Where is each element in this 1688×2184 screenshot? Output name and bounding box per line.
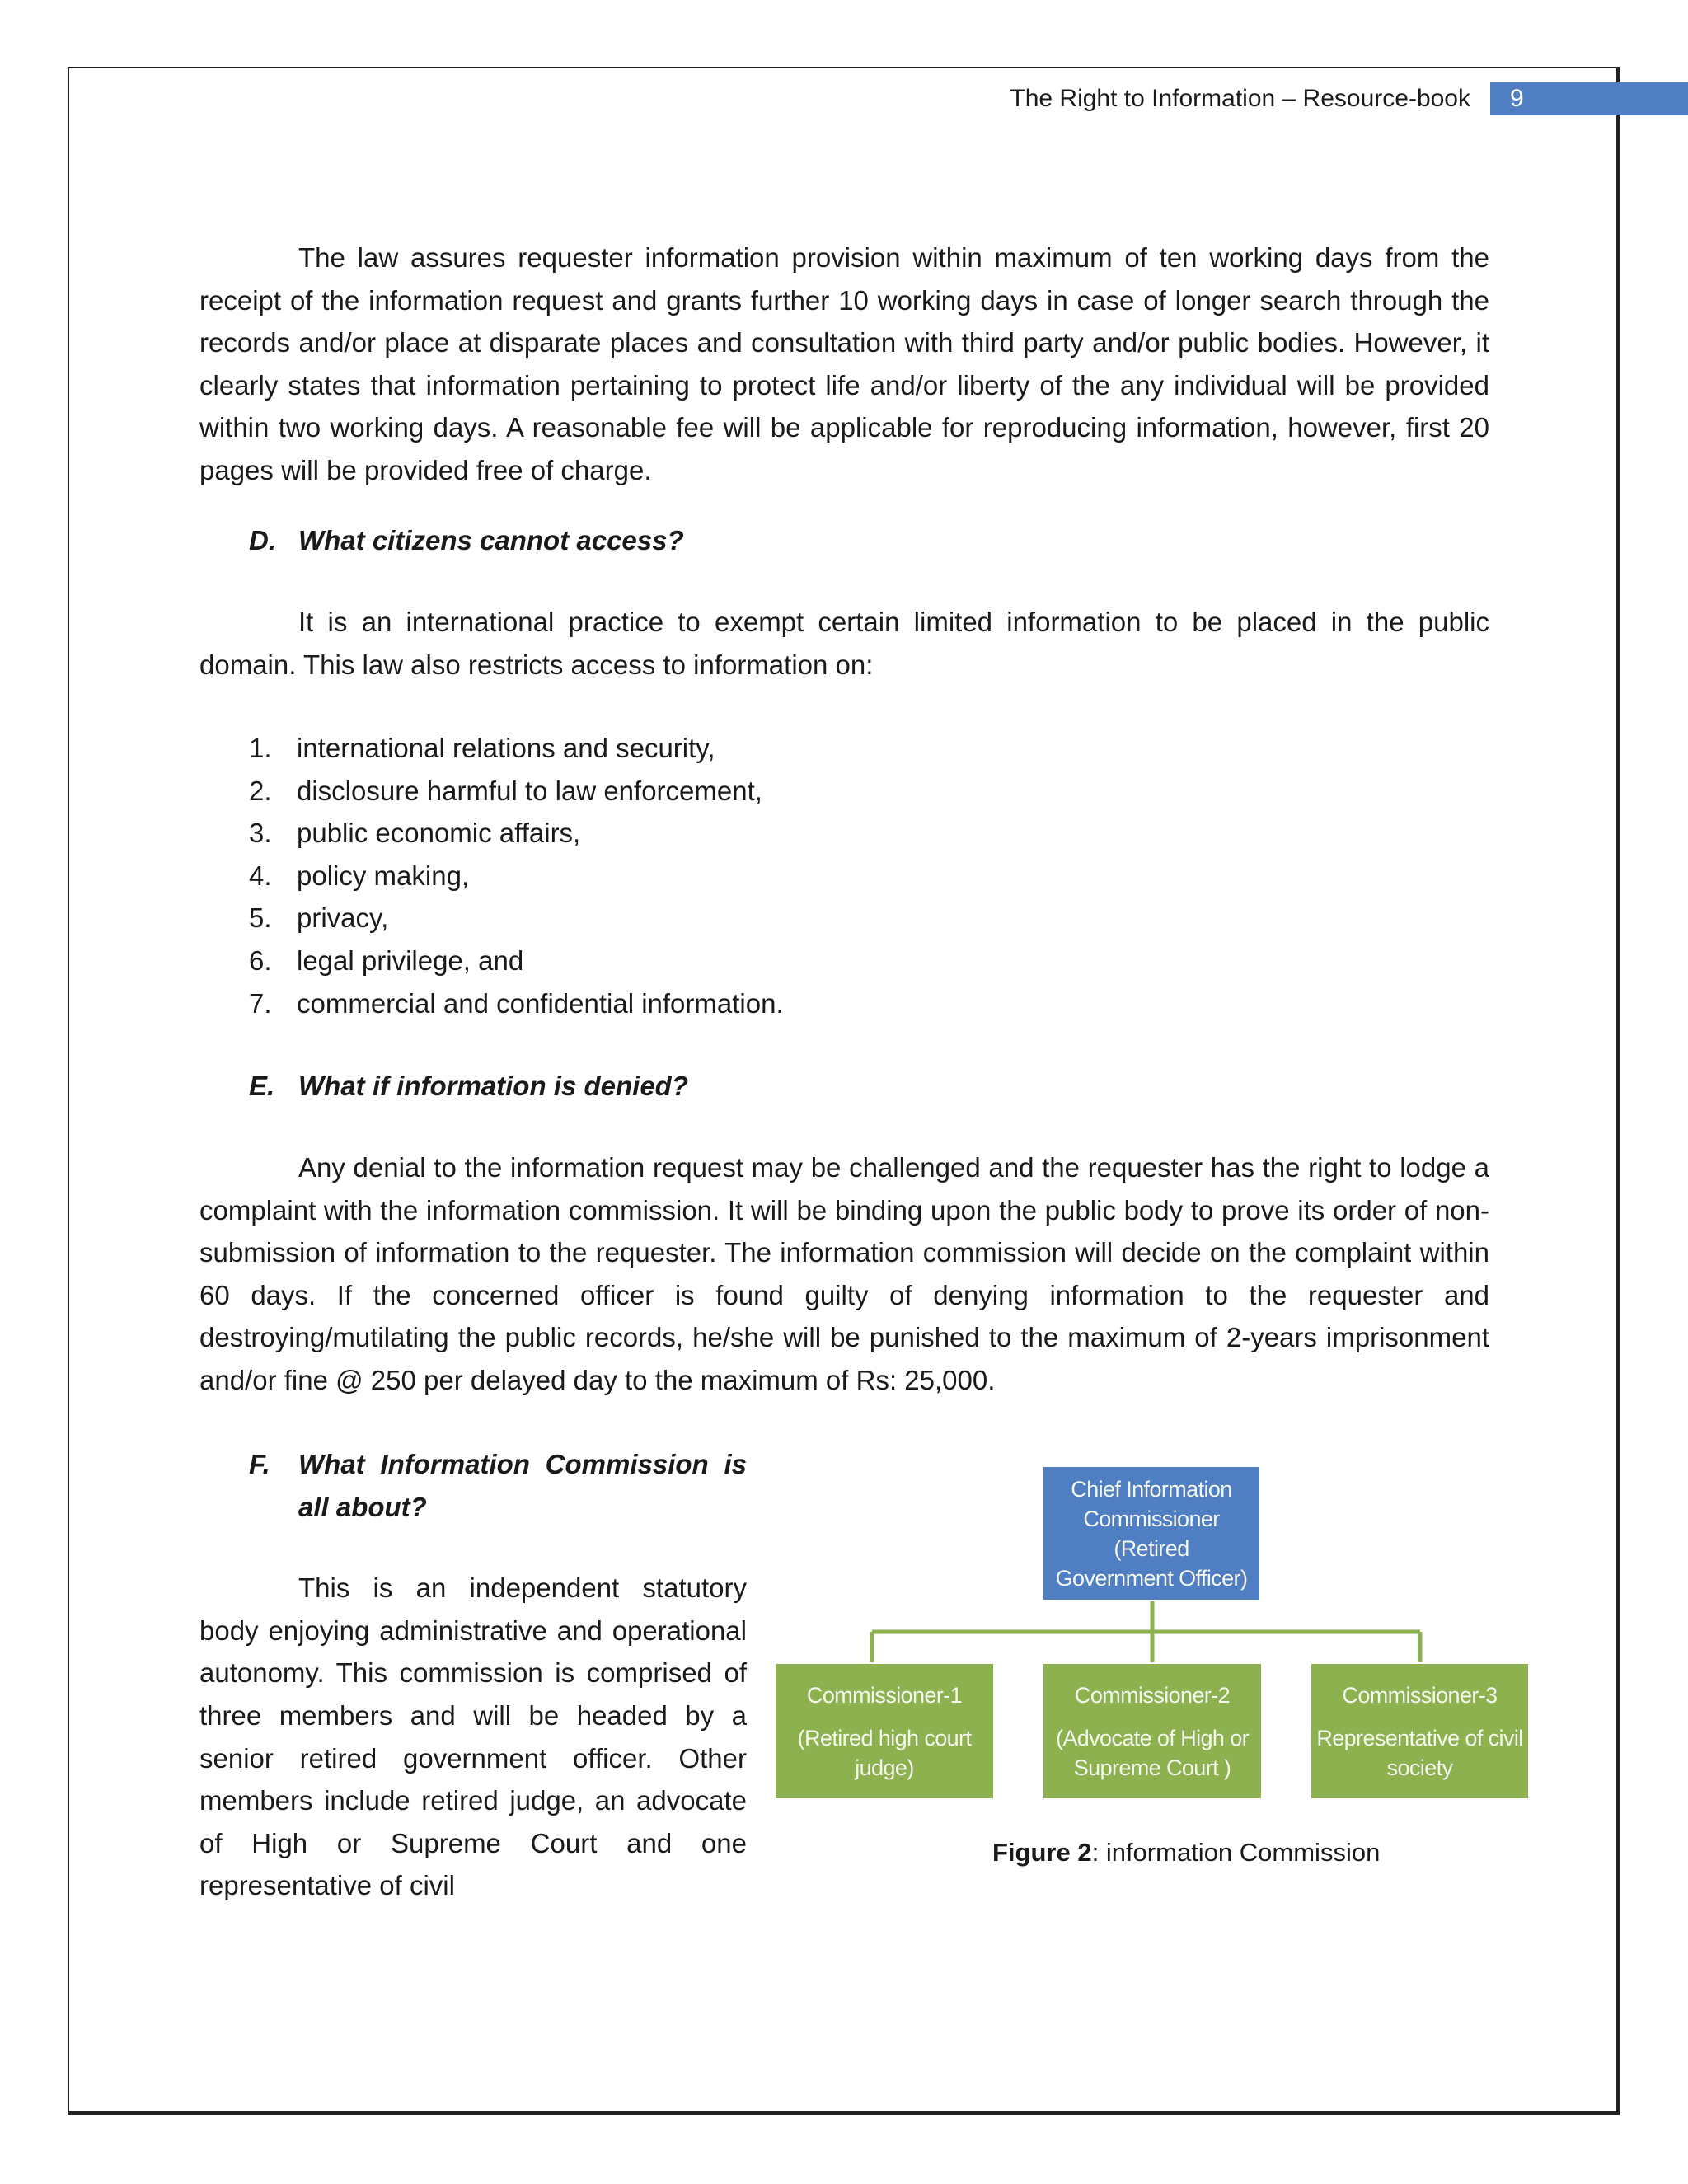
list-item-text: disclosure harmful to law enforcement,: [297, 775, 762, 806]
list-item: [199, 770, 1489, 813]
commissioner-desc: Supreme Court ): [1073, 1755, 1231, 1780]
commissioner-desc: (Advocate of High or: [1055, 1725, 1250, 1750]
list-item-number: 3.: [249, 818, 272, 849]
list-item: [199, 982, 1489, 1025]
chief-commissioner-box: [1043, 1467, 1259, 1600]
section-d-number: D.: [249, 525, 276, 555]
figure-caption: [992, 1836, 1380, 1869]
commissioner-title: Commissioner-1: [806, 1682, 963, 1708]
section-d-body: [199, 601, 1489, 686]
commissioner-desc: Representative of civil: [1316, 1725, 1523, 1750]
list-item: [199, 897, 1489, 940]
list-item-number: 6.: [249, 944, 272, 976]
section-f-paragraph: This is an independent statutory body enjoying administrative and operational autonomy. This commission is comprised of three members and will be headed by a senior retired government officer. Other members include retired judge, an advocate of High or Supreme Court and one representative of civil: [199, 1572, 747, 1901]
list-item-text: policy making,: [297, 860, 470, 891]
intro-section: [199, 237, 1489, 492]
org-chart: [775, 1463, 1530, 1809]
list-item-text: public economic affairs,: [297, 818, 581, 849]
section-e-body: [199, 1146, 1489, 1402]
list-item: [199, 727, 1489, 770]
list-item-number: 7.: [249, 987, 272, 1019]
list-item-number: 1.: [249, 733, 272, 763]
commissioner-2-box: [1043, 1664, 1261, 1798]
list-item-number: 4.: [249, 860, 272, 891]
commissioner-title: Commissioner-2: [1074, 1682, 1231, 1708]
commissioner-1-box: [776, 1664, 993, 1798]
commissioner-desc: (Retired high court: [797, 1725, 972, 1750]
page-number-badge: 9: [1490, 82, 1688, 115]
list-item-number: 2.: [249, 775, 272, 806]
section-f-heading: [249, 1443, 747, 1528]
list-item-text: commercial and confidential information.: [297, 987, 784, 1019]
intro-paragraph: The law assures requester information provision within maximum of ten working days from the receipt of the information request and grants further 10 working days in case of longer search through the records and/or place at disparate places and consultation with third party and/or public bodies. However, it clearly states that information pertaining to protect life and/or liberty of the any individual will be provided within two working days. A reasonable fee will be applicable for reproducing information, however, first 20 pages will be provided free of charge.: [199, 242, 1489, 485]
section-d-heading: [249, 519, 1489, 562]
restrictions-list-container: [199, 727, 1489, 1024]
commissioner-desc: judge): [855, 1755, 914, 1780]
list-item-text: international relations and security,: [297, 733, 715, 763]
section-d-paragraph: It is an international practice to exempt certain limited information to be placed in the public domain. This law also restricts access to information on:: [199, 607, 1489, 680]
commissioner-desc: society: [1386, 1755, 1453, 1780]
list-item: [199, 940, 1489, 982]
section-d-title: What citizens cannot access?: [298, 525, 684, 555]
section-e-number: E.: [249, 1071, 275, 1101]
commissioner-3-box: [1311, 1664, 1528, 1798]
section-f-title: What Information Commission is all about?: [298, 1449, 747, 1522]
commissioner-title: Commissioner-3: [1342, 1682, 1498, 1708]
section-e: [199, 1065, 1489, 1108]
section-e-title: What if information is denied?: [298, 1071, 688, 1101]
list-item-text: privacy,: [297, 902, 389, 934]
figure-caption-text: : information Commission: [1091, 1838, 1381, 1867]
chief-line-3: Government Officer): [1055, 1565, 1248, 1591]
list-item: [199, 812, 1489, 855]
section-f: [199, 1443, 747, 1907]
figure-label: Figure 2: [992, 1838, 1092, 1867]
list-item: [199, 855, 1489, 898]
list-item-number: 5.: [249, 902, 272, 934]
chief-line-1: Chief Information: [1071, 1476, 1232, 1502]
chief-line-2: Commissioner (Retired: [1083, 1506, 1220, 1561]
list-item-text: legal privilege, and: [297, 944, 524, 976]
section-d: [199, 519, 1489, 562]
section-e-paragraph: Any denial to the information request may be challenged and the requester has the right to lodge a complaint with the information commission. It will be binding upon the public body to prove its order of non-submission of information to the requester. The information commission will decide on the complaint within 60 days. If the concerned officer is found guilty of denying information to the requester and destroying/mutilating the public records, he/she will be punished to the maximum of 2-years imprisonment and/or fine @ 250 per delayed day to the maximum of Rs: 25,000.: [199, 1152, 1489, 1395]
section-e-heading: [249, 1065, 1489, 1108]
running-header-title: The Right to Information – Resource-book: [1010, 85, 1470, 112]
restrictions-list: [199, 727, 1489, 1024]
section-f-number: F.: [249, 1449, 270, 1479]
